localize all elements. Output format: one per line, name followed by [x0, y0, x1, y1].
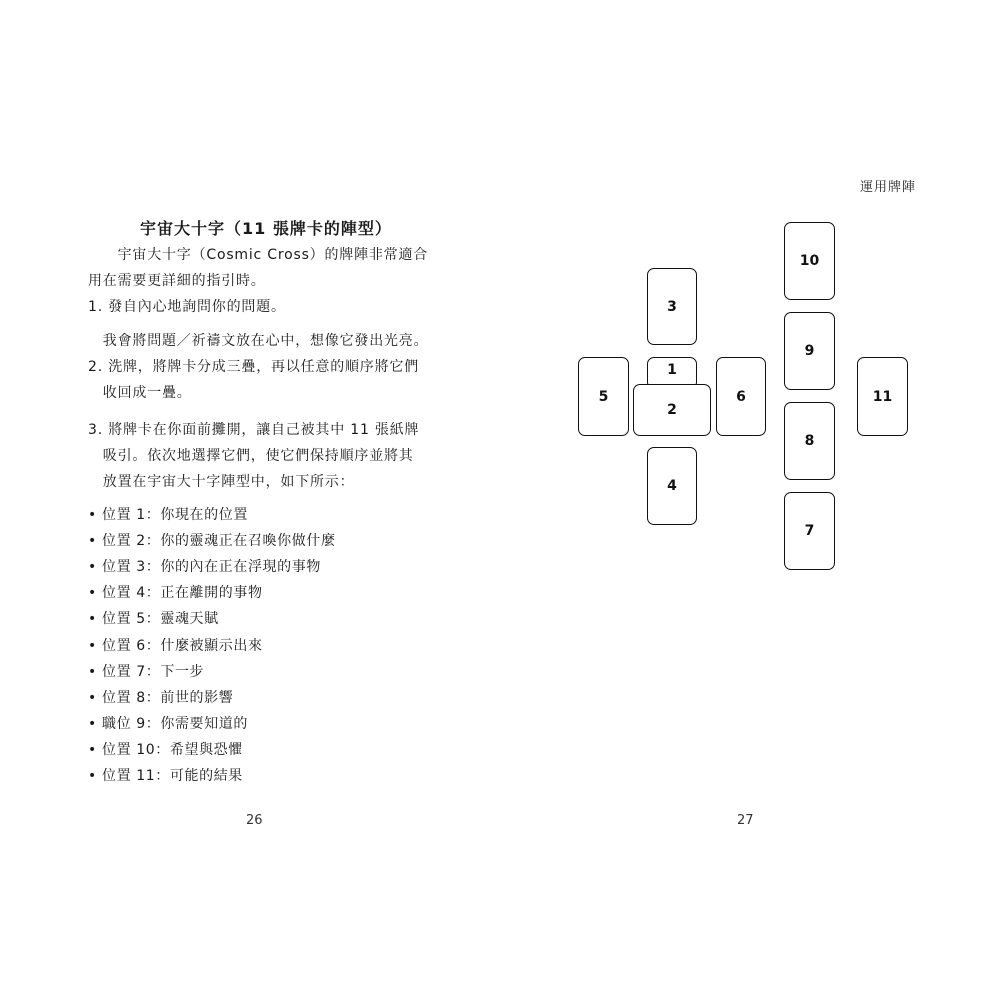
bullet-symbol: • [88, 742, 97, 758]
card-position-11 [857, 357, 908, 436]
section-title: 宇宙大十字（11 張牌卡的陣型） [140, 219, 392, 238]
card-number: 6 [736, 388, 746, 405]
card-position-4 [647, 447, 697, 525]
bullet-symbol: • [88, 638, 97, 654]
card-number: 1 [667, 362, 677, 378]
bullet-symbol: • [88, 507, 97, 523]
list-item [88, 583, 263, 603]
step-3-line: 3. 將牌卡在你面前攤開，讓自己被其中 11 張紙牌 [88, 422, 420, 438]
intro-line: 宇宙大十字（Cosmic Cross）的牌陣非常適合 [88, 247, 429, 263]
step-1-line: 1. 發自內心地詢問你的問題。 [88, 299, 286, 315]
list-item-text: 位置 6：什麼被顯示出來 [102, 638, 263, 654]
bullet-symbol: • [88, 716, 97, 732]
card-position-2 [633, 384, 711, 436]
card-number: 5 [598, 388, 609, 405]
list-item-text: 位置 11：可能的結果 [102, 768, 243, 784]
bullet-symbol: • [88, 611, 97, 627]
list-item [88, 714, 248, 734]
list-item [88, 636, 263, 656]
step-2-line: 2. 洗牌，將牌卡分成三疊，再以任意的順序將它們 [88, 359, 420, 375]
intro-line: 用在需要更詳細的指引時。 [88, 273, 266, 289]
list-item [88, 531, 336, 551]
list-item [88, 505, 248, 525]
page-number-left: 26 [246, 813, 263, 828]
bullet-symbol: • [88, 664, 97, 680]
card-position-9 [784, 312, 835, 390]
card-number: 10 [799, 253, 820, 269]
card-position-8 [784, 402, 835, 480]
bullet-symbol: • [88, 533, 97, 549]
card-number: 4 [667, 478, 677, 494]
card-position-10 [784, 222, 835, 300]
list-item-text: 位置 10：希望與恐懼 [102, 742, 243, 758]
list-item-text: 位置 3：你的內在正在浮現的事物 [102, 559, 321, 575]
list-item-text: 位置 8：前世的影響 [102, 690, 234, 706]
list-item-text: 位置 5：靈魂天賦 [102, 611, 219, 627]
step-note-line: 我會將問題／祈禱文放在心中，想像它發出光亮。 [88, 333, 429, 349]
card-position-3 [647, 268, 697, 345]
card-number: 11 [872, 388, 893, 405]
list-item [88, 662, 204, 682]
list-item-text: 位置 2：你的靈魂正在召喚你做什麼 [102, 533, 336, 549]
bullet-symbol: • [88, 768, 97, 784]
list-item-text: 位置 1：你現在的位置 [102, 507, 248, 523]
list-item [88, 740, 243, 760]
list-item [88, 609, 219, 629]
list-item-text: 位置 7：下一步 [102, 664, 205, 680]
step-2-line: 收回成一疊。 [88, 385, 192, 401]
card-position-6 [716, 357, 766, 436]
list-item [88, 766, 243, 786]
bullet-symbol: • [88, 559, 97, 575]
page-number-right: 27 [737, 813, 754, 828]
bullet-symbol: • [88, 585, 97, 601]
running-header: 運用牌陣 [860, 180, 917, 195]
step-3-line: 吸引。依次地選擇它們，使它們保持順序並將其 [88, 448, 414, 464]
right-page [500, 0, 1000, 1000]
list-item [88, 557, 321, 577]
list-item-text: 職位 9：你需要知道的 [102, 716, 248, 732]
card-number: 8 [804, 433, 815, 449]
card-number: 2 [667, 402, 677, 418]
card-number: 9 [804, 343, 815, 359]
step-3-line: 放置在宇宙大十字陣型中，如下所示： [88, 474, 355, 490]
list-item [88, 688, 233, 708]
card-position-7 [784, 492, 835, 570]
list-item-text: 位置 4：正在離開的事物 [102, 585, 263, 601]
card-number: 3 [667, 298, 677, 315]
card-number: 7 [804, 523, 815, 539]
bullet-symbol: • [88, 690, 97, 706]
card-position-5 [578, 357, 629, 436]
